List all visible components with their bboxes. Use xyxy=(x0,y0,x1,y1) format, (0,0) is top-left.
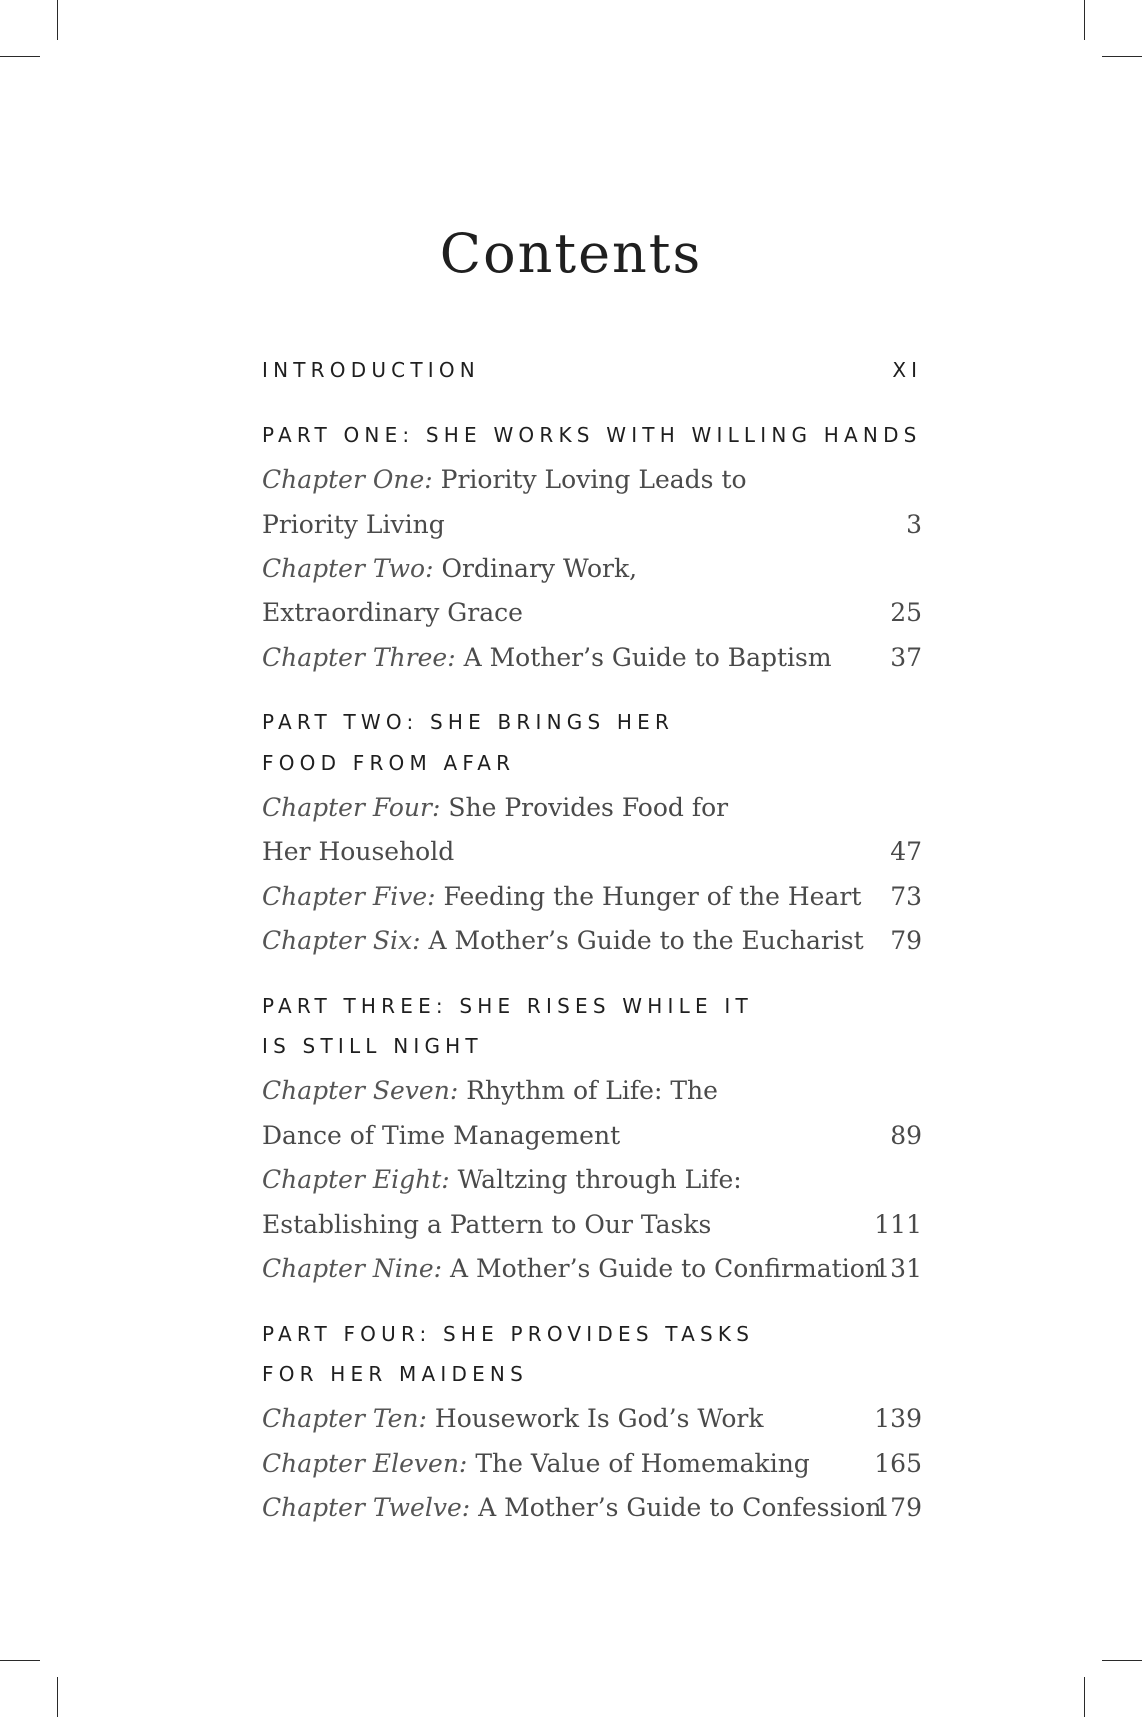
chapter-label: Chapter Five: xyxy=(262,882,436,911)
crop-mark-bottom-right-h xyxy=(1102,1660,1142,1661)
part-heading-line: PART TWO: SHE BRINGS HER xyxy=(262,710,675,734)
toc-introduction-label: INTRODUCTION xyxy=(262,358,480,382)
part-heading-line: IS STILL NIGHT xyxy=(262,1034,483,1058)
crop-mark-bottom-left-h xyxy=(0,1660,40,1661)
chapter-label: Chapter Nine: xyxy=(262,1254,443,1283)
chapter-page: 131 xyxy=(874,1254,922,1283)
toc-introduction-page: XI xyxy=(892,358,922,382)
toc-entry[interactable] xyxy=(262,875,922,919)
chapter-label: Chapter Two: xyxy=(262,554,434,583)
toc-entry-continued[interactable] xyxy=(262,503,922,547)
part-heading xyxy=(262,984,922,1028)
chapter-page: 79 xyxy=(890,926,922,955)
chapter-label: Chapter Six: xyxy=(262,926,421,955)
toc-entry-continued[interactable] xyxy=(262,591,922,635)
chapter-label: Chapter Twelve: xyxy=(262,1493,471,1522)
crop-mark-bottom-right xyxy=(1084,1677,1085,1717)
toc-entry[interactable] xyxy=(262,547,922,591)
part-heading xyxy=(262,1024,922,1068)
chapter-title-line: Priority Loving Leads to xyxy=(440,465,747,494)
chapter-title-line: She Provides Food for xyxy=(448,793,729,822)
toc-entry[interactable] xyxy=(262,1158,922,1202)
chapter-title-line: Feeding the Hunger of the Heart xyxy=(443,882,862,911)
chapter-page: 47 xyxy=(890,837,922,866)
chapter-title-line: Her Household xyxy=(262,837,455,866)
crop-mark-top-right xyxy=(1084,0,1085,40)
chapter-label: Chapter Eight: xyxy=(262,1165,450,1194)
chapter-title-line: Rhythm of Life: The xyxy=(466,1076,718,1105)
part-heading-line: FOOD FROM AFAR xyxy=(262,751,516,775)
toc-entry-continued[interactable] xyxy=(262,1203,922,1247)
chapter-page: 179 xyxy=(874,1493,922,1522)
toc-entry-continued[interactable] xyxy=(262,830,922,874)
toc-entry[interactable] xyxy=(262,919,922,963)
chapter-label: Chapter Ten: xyxy=(262,1404,427,1433)
toc-entry[interactable] xyxy=(262,1442,922,1486)
part-heading-line: PART ONE: SHE WORKS WITH WILLING HANDS xyxy=(262,423,922,447)
chapter-label: Chapter Eleven: xyxy=(262,1449,468,1478)
chapter-label: Chapter Seven: xyxy=(262,1076,459,1105)
toc-entry[interactable] xyxy=(262,1069,922,1113)
crop-mark-bottom-left xyxy=(57,1677,58,1717)
toc-entry[interactable] xyxy=(262,1486,922,1530)
chapter-page: 25 xyxy=(890,598,922,627)
part-heading-line: PART FOUR: SHE PROVIDES TASKS xyxy=(262,1322,755,1346)
chapter-title-line: A Mother’s Guide to the Eucharist xyxy=(428,926,864,955)
toc-entry[interactable] xyxy=(262,636,922,680)
part-heading-line: FOR HER MAIDENS xyxy=(262,1362,528,1386)
toc-entry-continued[interactable] xyxy=(262,1114,922,1158)
chapter-title-line: Dance of Time Management xyxy=(262,1121,621,1150)
crop-mark-top-left xyxy=(57,0,58,40)
part-heading xyxy=(262,741,922,785)
chapter-label: Chapter Three: xyxy=(262,643,456,672)
part-heading xyxy=(262,1352,922,1396)
part-heading xyxy=(262,413,922,457)
part-heading xyxy=(262,1312,922,1356)
chapter-page: 89 xyxy=(890,1121,922,1150)
chapter-title-line: Extraordinary Grace xyxy=(262,598,523,627)
toc-entry[interactable] xyxy=(262,458,922,502)
toc-introduction[interactable] xyxy=(262,348,922,392)
chapter-title-line: The Value of Homemaking xyxy=(475,1449,810,1478)
toc-entry[interactable] xyxy=(262,786,922,830)
chapter-title-line: A Mother’s Guide to Confession xyxy=(478,1493,882,1522)
chapter-title-line: Ordinary Work, xyxy=(441,554,638,583)
chapter-title-line: Priority Living xyxy=(262,510,445,539)
chapter-title-line: Housework Is God’s Work xyxy=(434,1404,764,1433)
chapter-page: 37 xyxy=(890,643,922,672)
page-title: Contents xyxy=(439,222,703,285)
chapter-title-line: A Mother’s Guide to Confirmation xyxy=(450,1254,881,1283)
chapter-page: 3 xyxy=(906,510,922,539)
part-heading xyxy=(262,700,922,744)
chapter-label: Chapter Four: xyxy=(262,793,441,822)
chapter-title-line: Waltzing through Life: xyxy=(457,1165,742,1194)
chapter-label: Chapter One: xyxy=(262,465,433,494)
chapter-page: 73 xyxy=(890,882,922,911)
chapter-page: 165 xyxy=(874,1449,922,1478)
chapter-page: 111 xyxy=(874,1210,922,1239)
chapter-title-line: A Mother’s Guide to Baptism xyxy=(463,643,832,672)
toc-entry[interactable] xyxy=(262,1247,922,1291)
toc-entry[interactable] xyxy=(262,1397,922,1441)
chapter-title-line: Establishing a Pattern to Our Tasks xyxy=(262,1210,712,1239)
part-heading-line: PART THREE: SHE RISES WHILE IT xyxy=(262,994,753,1018)
chapter-page: 139 xyxy=(874,1404,922,1433)
crop-mark-top-right-h xyxy=(1102,56,1142,57)
crop-mark-top-left-h xyxy=(0,56,40,57)
